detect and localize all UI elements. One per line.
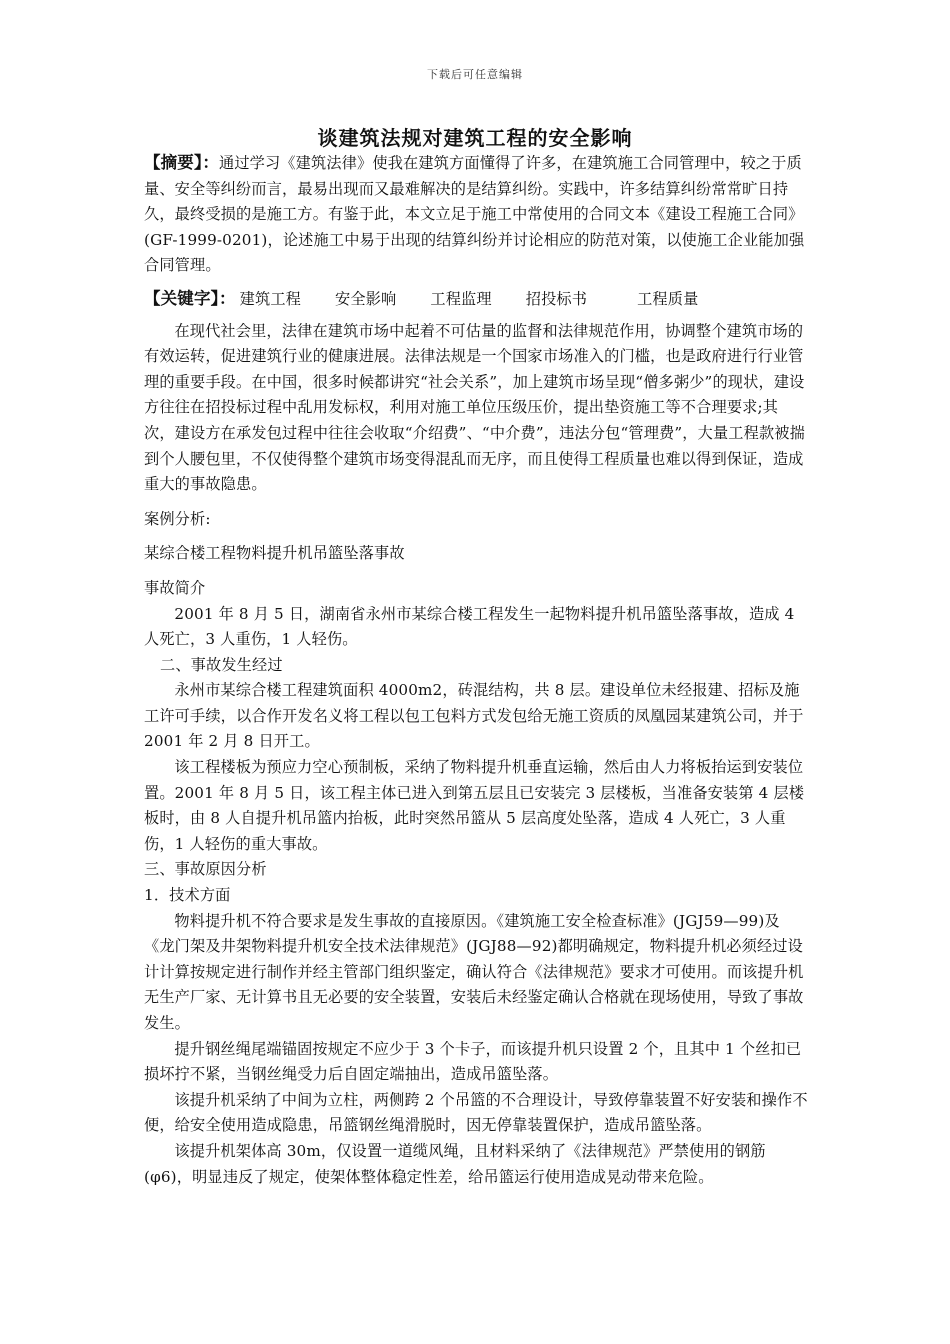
tech-paragraph-1: 物料提升机不符合要求是发生事故的直接原因。《建筑施工安全检查标准》(JGJ59—99)及《龙门架及井架物料提升机安全技术法律规范》(JGJ88—92)都明确规定，物料提升机必须经过设计计算按规定进行制作并经主管部门组织鉴定，确认符合《法律规范》要求才可使用。而该提升机无生产厂家、无计算书且无必要的安全装置，安装后未经鉴定确认合格就在现场使用，导致了事故发生。 — [144, 911, 804, 1032]
section3-heading: 三、事故原因分析 — [144, 860, 267, 879]
keywords-line — [144, 286, 808, 313]
section2-paragraph-2: 该工程楼板为预应力空心预制板，采纳了物料提升机垂直运输，然后由人力将板抬运到安装位置。2001 年 8 月 5 日，该工程主体已进入到第五层且已安装完 3 层楼板，当准备安装第 4 层楼板时，由 8 人自提升机吊篮内抬板，此时突然吊篮从 5 层高度处坠落，造成 4 人死亡，3 人重伤，1 人轻伤的重大事故。 — [144, 758, 805, 853]
keyword-item: 工程质量 — [637, 289, 699, 308]
header-note: 下载后可任意编辑 — [427, 68, 523, 81]
keyword-item: 安全影响 — [335, 289, 397, 308]
abstract-paragraph — [144, 150, 808, 279]
brief-heading: 事故简介 — [144, 578, 206, 597]
document-body — [144, 150, 808, 1190]
tech-paragraph-4: 该提升机架体高 30m，仅设置一道缆风绳，且材料采纳了《法律规范》严禁使用的钢筋(φ6)，明显违反了规定，使架体整体稳定性差，给吊篮运行使用造成晃动带来危险。 — [144, 1141, 766, 1186]
brief-text: 2001 年 8 月 5 日，湖南省永州市某综合楼工程发生一起物料提升机吊篮坠落事故，造成 4 人死亡，3 人重伤，1 人轻伤。 — [144, 604, 795, 649]
keyword-item: 建筑工程 — [239, 289, 302, 308]
section2-heading: 二、事故发生经过 — [160, 655, 283, 674]
section3-subheading: 1．技术方面 — [144, 886, 231, 905]
case-title: 某综合楼工程物料提升机吊篮坠落事故 — [144, 544, 405, 563]
tech-paragraph-2: 提升钢丝绳尾端锚固按规定不应少于 3 个卡子，而该提升机只设置 2 个，且其中 1 个丝扣已损坏拧不紧，当钢丝绳受力后自固定端抽出，造成吊篮坠落。 — [144, 1039, 802, 1084]
keyword-item: 工程监理 — [430, 289, 492, 308]
keyword-item: 招投标书 — [525, 289, 588, 308]
case-heading: 案例分析: — [144, 509, 211, 528]
document-title: 谈建筑法规对建筑工程的安全影响 — [317, 126, 633, 150]
intro-paragraph: 在现代社会里，法律在建筑市场中起着不可估量的监督和法律规范作用，协调整个建筑市场的有效运转，促进建筑行业的健康进展。法律法规是一个国家市场准入的门槛，也是政府进行行业管理的重要手段。在中国，很多时候都讲究“社会关系”，加上建筑市场呈现“僧多粥少”的现状，建设方往往在招投标过程中乱用发标权，利用对施工单位压级压价，提出垫资施工等不合理要求;其次，建设方在承发包过程中往往会收取“介绍费”、“中介费”，违法分包“管理费”，大量工程款被揣到个人腰包里，不仅使得整个建筑市场变得混乱而无序，而且使得工程质量也难以得到保证，造成重大的事故隐患。 — [144, 321, 805, 494]
keywords-label: 【关键字】： — [144, 288, 236, 308]
abstract-label: 【摘要】： — [144, 153, 219, 172]
abstract-text: 通过学习《建筑法律》使我在建筑方面懂得了许多，在建筑施工合同管理中，较之于质量、安全等纠纷而言，最易出现而又最难解决的是结算纠纷。实践中，许多结算纠纷常常旷日持久，最终受损的是施工方。有鉴于此，本文立足于施工中常使用的合同文本《建设工程施工合同》(GF-1999-0201)，论述施工中易于出现的结算纠纷并讨论相应的防范对策，以使施工企业能加强合同管理。 — [144, 154, 805, 275]
tech-paragraph-3: 该提升机采纳了中间为立柱，两侧跨 2 个吊篮的不合理设计，导致停靠装置不好安装和操作不便，给安全使用造成隐患，吊篮钢丝绳滑脱时，因无停靠装置保护，造成吊篮坠落。 — [144, 1090, 808, 1135]
section2-paragraph-1: 永州市某综合楼工程建筑面积 4000m2，砖混结构，共 8 层。建设单位未经报建、招标及施工许可手续，以合作开发名义将工程以包工包料方式发包给无施工资质的凤凰园某建筑公司，并于 2001 年 2 月 8 日开工。 — [144, 681, 804, 751]
